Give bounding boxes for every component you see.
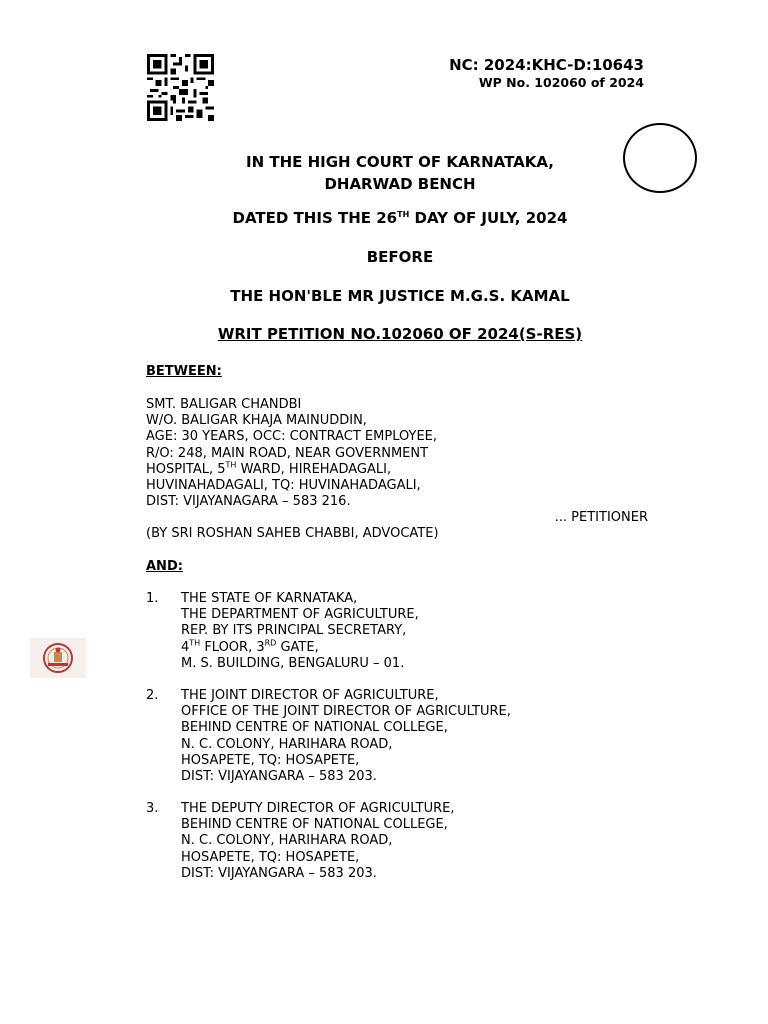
respondent-line: THE STATE OF KARNATAKA, bbox=[181, 591, 358, 606]
petitioner-line: AGE: 30 YEARS, OCC: CONTRACT EMPLOYEE, bbox=[146, 429, 438, 445]
writ-petition-title: WRIT PETITION NO.102060 OF 2024(S-RES) bbox=[217, 325, 583, 343]
qr-code bbox=[146, 54, 215, 121]
respondent-line-4-sup2: RD bbox=[264, 638, 277, 648]
respondent-line: M. S. BUILDING, BENGALURU – 01. bbox=[181, 655, 405, 671]
respondent-address bbox=[181, 801, 455, 882]
respondent-line: OFFICE OF THE JOINT DIRECTOR OF AGRICULTURE, bbox=[181, 704, 511, 720]
respondent-number: 3. bbox=[146, 801, 159, 816]
respondent-line-4b: FLOOR, 3 bbox=[200, 639, 265, 655]
petitioner-line: HUVINAHADAGALI, TQ: HUVINAHADAGALI, bbox=[146, 478, 421, 494]
dated-suffix: DAY OF JULY, 2024 bbox=[409, 209, 568, 227]
petitioner-role: ... PETITIONER bbox=[554, 510, 648, 525]
respondent-number: 2. bbox=[146, 688, 159, 703]
petitioner-line-5b: WARD, HIREHADAGALI, bbox=[236, 461, 392, 477]
court-line-2: DHARWAD BENCH bbox=[324, 175, 476, 193]
respondent-line-4c: GATE, bbox=[276, 639, 319, 655]
respondent-line: HOSAPETE, TQ: HOSAPETE, bbox=[181, 849, 360, 865]
respondent-line: BEHIND CENTRE OF NATIONAL COLLEGE, bbox=[181, 720, 448, 736]
petitioner-advocate: (BY SRI ROSHAN SAHEB CHABBI, ADVOCATE) bbox=[146, 526, 439, 541]
respondent-line: N. C. COLONY, HARIHARA ROAD, bbox=[181, 736, 393, 752]
respondent-item bbox=[146, 591, 419, 672]
petitioner-line: DIST: VIJAYANAGARA – 583 216. bbox=[146, 494, 351, 510]
respondent-line: THE DEPARTMENT OF AGRICULTURE, bbox=[181, 607, 419, 623]
respondent-line: THE JOINT DIRECTOR OF AGRICULTURE, bbox=[181, 688, 439, 703]
respondent-address bbox=[181, 688, 511, 785]
respondent-item bbox=[146, 801, 455, 882]
respondent-line-4a: 4 bbox=[181, 639, 190, 655]
respondent-line: THE DEPUTY DIRECTOR OF AGRICULTURE, bbox=[181, 801, 455, 816]
respondent-address bbox=[181, 591, 419, 672]
and-heading: AND: bbox=[146, 559, 183, 574]
court-line-1: IN THE HIGH COURT OF KARNATAKA, bbox=[246, 153, 554, 171]
petitioner-line-5-sup: TH bbox=[225, 460, 237, 470]
before-heading: BEFORE bbox=[366, 248, 434, 266]
petitioner-line: W/O. BALIGAR KHAJA MAINUDDIN, bbox=[146, 413, 367, 429]
petitioner-block bbox=[146, 397, 437, 510]
neutral-citation: NC: 2024:KHC-D:10643 bbox=[449, 56, 644, 74]
dated-sup: TH bbox=[397, 210, 410, 219]
respondent-line: DIST: VIJAYANGARA – 583 203. bbox=[181, 769, 377, 785]
wp-number: WP No. 102060 of 2024 bbox=[478, 75, 644, 90]
respondent-line: DIST: VIJAYANGARA – 583 203. bbox=[181, 865, 377, 881]
respondent-number: 1. bbox=[146, 591, 159, 606]
judge-name: THE HON'BLE MR JUSTICE M.G.S. KAMAL bbox=[230, 287, 570, 305]
petitioner-line: SMT. BALIGAR CHANDBI bbox=[146, 397, 302, 412]
between-heading: BETWEEN: bbox=[146, 364, 222, 379]
petitioner-line: R/O: 248, MAIN ROAD, NEAR GOVERNMENT bbox=[146, 445, 429, 461]
respondent-item bbox=[146, 688, 511, 785]
respondent-line: BEHIND CENTRE OF NATIONAL COLLEGE, bbox=[181, 817, 448, 833]
petitioner-line bbox=[146, 462, 437, 478]
respondent-line: REP. BY ITS PRINCIPAL SECRETARY, bbox=[181, 623, 407, 639]
respondent-line: HOSAPETE, TQ: HOSAPETE, bbox=[181, 752, 360, 768]
respondent-line bbox=[181, 640, 419, 656]
respondent-line: N. C. COLONY, HARIHARA ROAD, bbox=[181, 833, 393, 849]
respondent-line-4-sup1: TH bbox=[189, 638, 201, 648]
court-name bbox=[130, 151, 670, 195]
dated-line bbox=[130, 209, 670, 227]
court-seal-icon bbox=[30, 638, 86, 678]
petitioner-line-5a: HOSPITAL, 5 bbox=[146, 461, 226, 477]
dated-prefix: DATED THIS THE 26 bbox=[232, 209, 398, 227]
